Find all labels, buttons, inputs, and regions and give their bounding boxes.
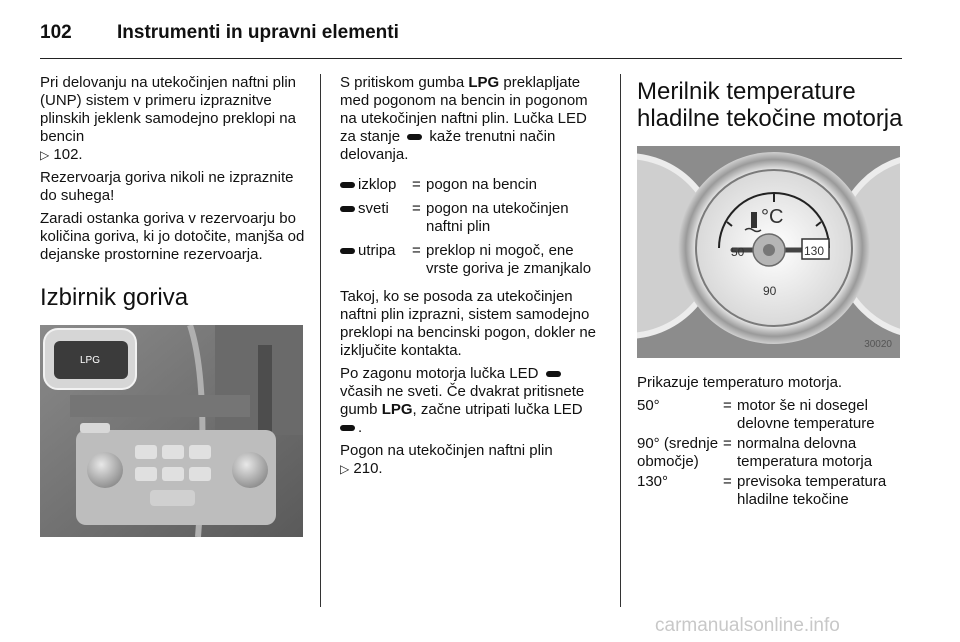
figure-id: 30020: [864, 339, 892, 350]
column-3: [637, 74, 907, 511]
led-state-row: izklop = pogon na bencin: [340, 176, 605, 194]
column-divider-1: [320, 74, 321, 607]
paragraph-lpg-drive: Pogon na utekočinjen naftni plin ▷ 210.: [340, 442, 553, 477]
gauge-label-high: 130: [804, 244, 825, 258]
section-heading-fuel-selector: Izbirnik goriva: [40, 284, 189, 311]
section-heading-coolant-gauge: Merilnik temperature hladilne tekočine motorja: [637, 78, 903, 132]
temperature-def-row: 130° = previsoka temperatura hladilne tekočine: [637, 473, 887, 508]
led-indicator-icon: [340, 206, 355, 212]
header-divider: [40, 58, 902, 59]
paragraph-gauge-intro: Prikazuje temperaturo motorja.: [637, 374, 843, 391]
paragraph-led-after-start: Po zagonu motorja lučka LED včasih ne sveti. Če dvakrat pritisnete gumb LPG, začne utripati lučka LED .: [340, 365, 585, 436]
gauge-unit-label: °C: [761, 206, 784, 228]
led-indicator-icon: [340, 248, 355, 254]
page-title: Instrumenti in upravni elementi: [117, 22, 399, 43]
column-1: [40, 74, 305, 537]
paragraph-tank-residue: Zaradi ostanka goriva v rezervoarju bo količina goriva, ki jo dotočite, manjša od dejanske prostornine rezervoarja.: [40, 210, 305, 263]
page-header: [40, 14, 920, 54]
led-indicator-icon: [340, 425, 355, 431]
temperature-def-row: 50° = motor še ni dosegel delovne temperature: [637, 397, 875, 432]
page-reference-icon: ▷: [40, 148, 50, 162]
led-indicator-icon: [340, 182, 355, 188]
gauge-label-low: 50: [731, 245, 745, 259]
coolant-gauge-illustration: [637, 146, 900, 358]
page-reference-icon: ▷: [340, 462, 350, 476]
lpg-button-ref: LPG: [468, 74, 500, 91]
paragraph-auto-switch: Takoj, ko se posoda za utekočinjen naftni plin izprazni, sistem samodejno preklopi na bencinski pogon, dokler ne izključite kontakta.: [340, 288, 597, 359]
temperature-def-row: 90° (srednje območje) = normalna delovna temperatura motorja: [637, 435, 873, 470]
led-state-row: utripa = preklop ni mogoč, ene vrste goriva je zmanjkalo: [340, 242, 605, 278]
fuel-selector-figure: [40, 325, 303, 537]
led-indicator-icon: [407, 134, 422, 140]
page-reference-link[interactable]: 102.: [53, 146, 83, 163]
lpg-button-label: LPG: [80, 355, 101, 366]
watermark: carmanualsonline.info: [655, 615, 840, 636]
page-number: 102: [40, 22, 72, 43]
column-divider-2: [620, 74, 621, 607]
led-state-list: [340, 176, 605, 278]
page-reference-link[interactable]: 210.: [353, 460, 383, 477]
led-state-row: sveti = pogon na utekočinjen naftni plin: [340, 200, 605, 236]
led-indicator-icon: [546, 371, 561, 377]
lpg-button-ref: LPG: [381, 401, 413, 418]
gauge-label-mid: 90: [763, 284, 777, 298]
column-2: [340, 74, 605, 483]
paragraph-lpg-switch: Pri delovanju na utekočinjen naftni plin (UNP) sistem v primeru izpraznitve plinskih jeklenk samodejno preklopi na bencin ▷ 102.: [40, 74, 297, 163]
paragraph-tank-warning: Rezervoarja goriva nikoli ne izpraznite do suhega!: [40, 169, 294, 204]
temperature-definitions: [637, 397, 907, 509]
coolant-gauge-figure: [637, 146, 900, 358]
paragraph-lpg-button: S pritiskom gumba LPG preklapljate med pogonom na bencin in pogonom na utekočinjen naftni plin. Lučka LED za stanje kaže trenutni način delovanja.: [340, 74, 588, 163]
